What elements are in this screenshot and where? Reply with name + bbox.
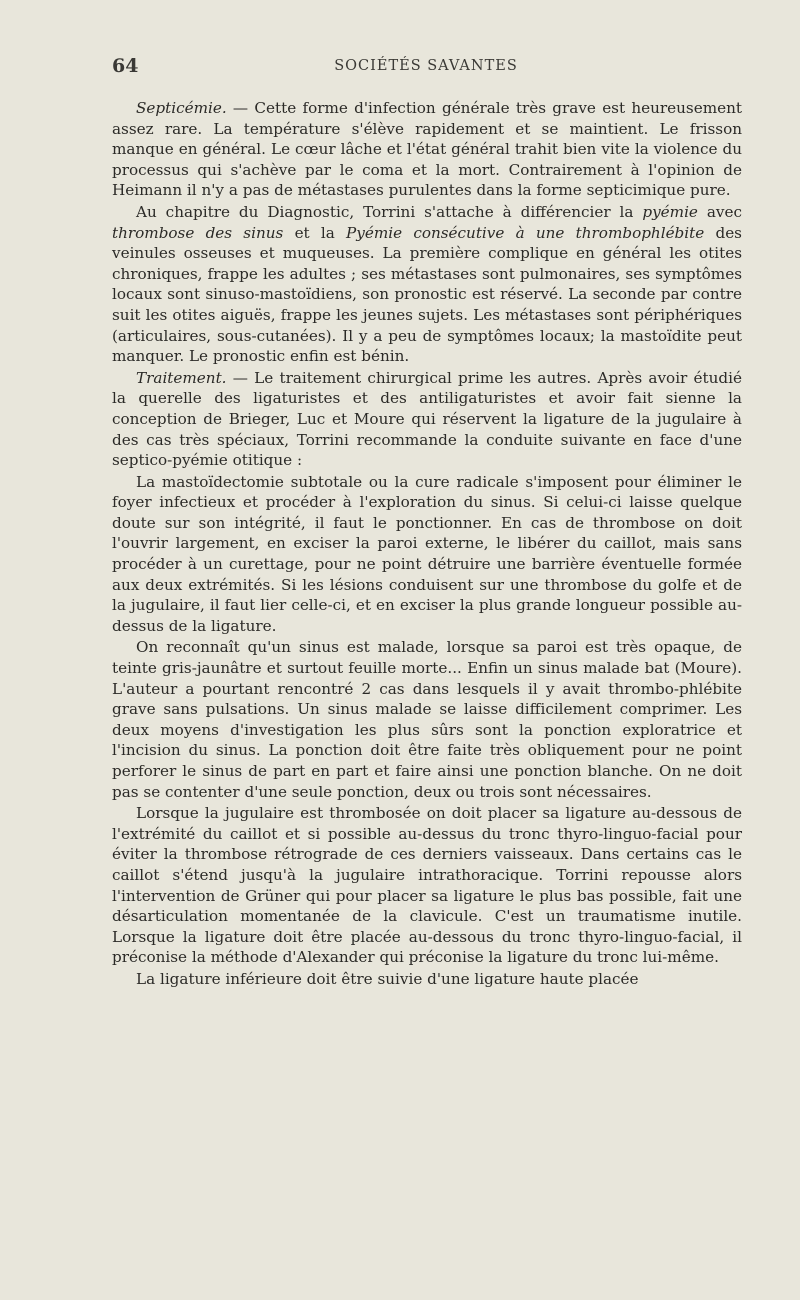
paragraph-traitement [112, 368, 742, 471]
paragraph-text: des veinules osseuses et muqueuses. La première complique en général les otites chroniques, frappe les adultes ; ses métastases sont pulmonaires, ses symptômes locaux sont sinuso-mastoïdiens, son pronostic est réservé. La seconde par contre suit les otites aiguës, frappe les jeunes sujets. Les métastases sont périphériques (articulaires, sous-cutanées). Il y a peu de symptômes locaux; la mastoïdite peut manquer. Le pronostic enfin est bénin. [112, 223, 742, 366]
italic-term: pyémie [642, 202, 698, 221]
section-lead-septicemie: Septicémie. [136, 99, 227, 117]
italic-term: Pyémie consécutive à une thrombophlébite [346, 223, 705, 242]
paragraph-ligature-inferieure: La ligature inférieure doit être suivie d'une ligature haute placée [136, 969, 639, 988]
italic-term: thrombose des sinus [112, 223, 284, 242]
paragraph-septicemie [112, 98, 742, 201]
paragraph-mastoidectomie: La mastoïdectomie subtotale ou la cure radicale s'imposent pour éliminer le foyer infectieux et procéder à l'exploration du sinus. Si celui-ci laisse quelque doute sur son intégrité, il faut le ponctionner. En cas de thrombose on doit l'ouvrir largement, en exciser la paroi externe, le libérer du caillot, mais sans procéder à un curettage, pour ne point détruire une barrière éventuelle formée aux deux extrémités. Si les lésions conduisent sur une thrombose du golfe et de la jugulaire, il faut lier celle-ci, et en exciser la plus grande longueur possible au-dessus de la ligature. [112, 472, 742, 635]
paragraph-text: avec [697, 202, 742, 221]
page-header [112, 55, 740, 79]
body-text [112, 98, 742, 990]
running-title: SOCIÉTÉS SAVANTES [334, 58, 518, 74]
paragraph-text: — Le traitement chirurgical prime les autres. Après avoir étudié la querelle des ligaturistes et des antiligaturistes et avoir fait sienne la conception de Brieger, Luc et Moure qui réservent la ligature de la jugulaire à des cas très spéciaux, Torrini recommande la conduite suivante en face d'une septico-pyémie otitique : [112, 368, 742, 470]
section-lead-traitement: Traitement. [136, 368, 227, 387]
paragraph-sinus-malade: On reconnaît qu'un sinus est malade, lorsque sa paroi est très opaque, de teinte gris-jaunâtre et surtout feuille morte... Enfin un sinus malade bat (Moure). L'auteur a pourtant rencontré 2 cas dans lesquels il y avait thrombo-phlébite grave sans pulsations. Un sinus malade se laisse difficilement comprimer. Les deux moyens d'investigation les plus sûrs sont la ponction exploratrice et l'incision du sinus. La ponction doit être faite très obliquement pour ne point perforer le sinus de part en part et faire ainsi une ponction blanche. On ne doit pas se contenter d'une seule ponction, deux ou trois sont nécessaires. [112, 638, 742, 801]
paragraph-text: Au chapitre du Diagnostic, Torrini s'attache à différencier la [136, 202, 643, 221]
paragraph-text: et la [283, 223, 347, 242]
page-number: 64 [112, 55, 139, 77]
paragraph-jugulaire: Lorsque la jugulaire est thrombosée on doit placer sa ligature au-dessous de l'extrémité du caillot et si possible au-dessus du tronc thyro-linguo-facial pour éviter la thrombose rétrograde de ces derniers vaisseaux. Dans certains cas le caillot s'étend jusqu'à la jugulaire intrathoracique. Torrini repousse alors l'intervention de Grüner qui pour placer sa ligature le plus bas possible, fait une désarticulation momentanée de la clavicule. C'est un traumatisme inutile. Lorsque la ligature doit être placée au-dessous du tronc thyro-linguo-facial, il préconise la méthode d'Alexander qui préconise la ligature du tronc lui-même. [112, 804, 742, 967]
paragraph-text: — Cette forme d'infection générale très grave est heureusement assez rare. La température s'élève rapidement et se maintient. Le frisson manque en général. Le cœur lâche et l'état général trahit bien vite la violence du processus qui s'achève par le coma et la mort. Contrairement à l'opinion de Heimann il n'y a pas de métastases purulentes dans la forme septicimique pure. [112, 99, 742, 200]
paragraph-diagnostic [112, 202, 742, 367]
